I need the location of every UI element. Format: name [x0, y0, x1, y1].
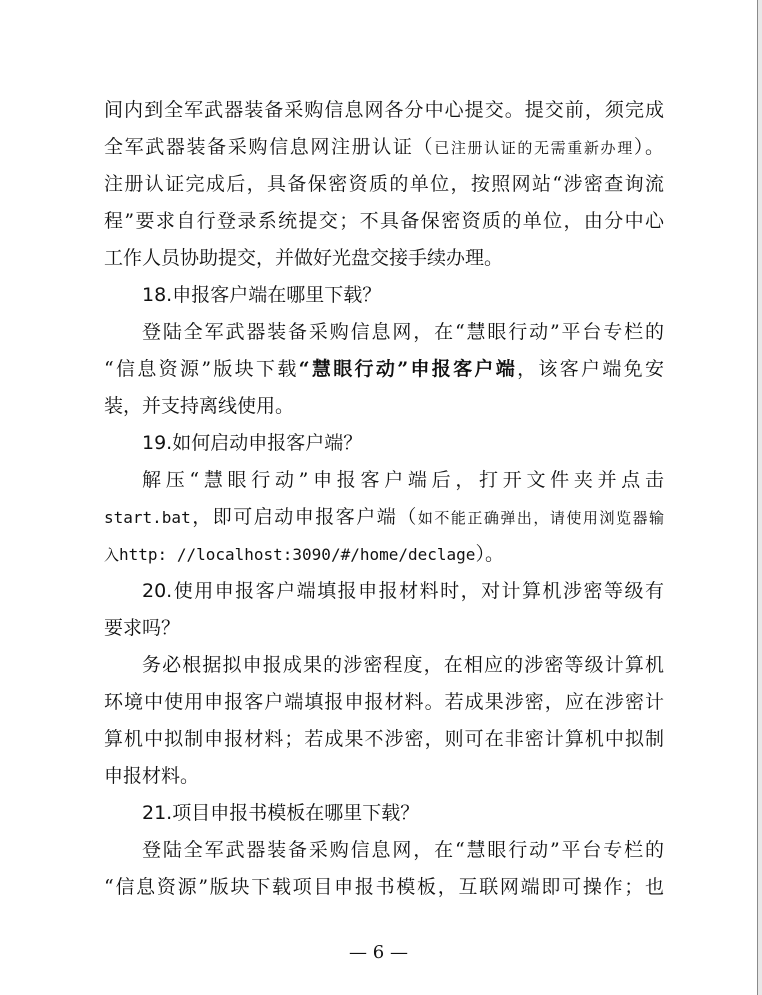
url-text: http: //localhost:3090/#/home/declage	[119, 545, 476, 564]
paragraph-line: 工作人员协助提交，并做好光盘交接手续办理。	[104, 247, 504, 269]
filename-text: start.bat	[104, 508, 191, 527]
paragraph-line: 装，并支持离线使用。	[104, 395, 295, 417]
bold-text: “慧眼行动”申报客户端	[298, 358, 518, 380]
paragraph-line: 解压“慧眼行动”申报客户端后，打开文件夹并点击	[142, 469, 664, 491]
text-span: ，即可启动申报客户端（	[190, 506, 418, 528]
paragraph-line: 登陆全军武器装备采购信息网，在“慧眼行动”平台专栏的	[142, 321, 664, 343]
text-span: ）。	[475, 543, 504, 565]
text-span: “信息资源”版块下载	[104, 358, 299, 380]
text-span: 全军武器装备采购信息网注册认证（	[104, 136, 435, 158]
paragraph-line: 间内到全军武器装备采购信息网各分中心提交。提交前，须完成	[104, 99, 664, 121]
page-number: — 6 —	[349, 942, 408, 963]
paragraph-line	[104, 129, 664, 166]
question-heading-18: 18.申报客户端在哪里下载？	[142, 284, 382, 306]
paragraph-line	[104, 536, 664, 573]
paragraph-line: “信息资源”版块下载项目申报书模板，互联网端即可操作；也	[104, 876, 664, 898]
question-heading-20: 20.使用申报客户端填报申报材料时，对计算机涉密等级有	[142, 580, 664, 602]
page-edge-shadow	[758, 0, 762, 995]
text-span: ，该客户端免安	[517, 358, 664, 380]
document-body	[104, 92, 664, 906]
paragraph-line	[104, 351, 664, 388]
paragraph-line: 登陆全军武器装备采购信息网，在“慧眼行动”平台专栏的	[142, 839, 664, 861]
note-text: 入	[104, 546, 120, 564]
question-heading-20-cont: 要求吗？	[104, 617, 181, 639]
paragraph-line: 算机中拟制申报材料；若成果不涉密，则可在非密计算机中拟制	[104, 728, 664, 750]
note-text: 如不能正确弹出，请使用浏览器输	[417, 509, 664, 527]
paragraph-line: 注册认证完成后，具备保密资质的单位，按照网站“涉密查询流	[104, 173, 664, 195]
note-text: 已注册认证的无需重新办理	[434, 139, 634, 157]
text-span: ）。	[633, 136, 664, 158]
question-heading-21: 21.项目申报书模板在哪里下载？	[142, 802, 420, 824]
paragraph-line: 程”要求自行登录系统提交；不具备保密资质的单位，由分中心	[104, 210, 664, 232]
paragraph-line: 环境中使用申报客户端填报申报材料。若成果涉密，应在涉密计	[104, 691, 664, 713]
paragraph-line	[104, 499, 664, 536]
question-heading-19: 19.如何启动申报客户端？	[142, 432, 363, 454]
paragraph-line: 申报材料。	[104, 765, 200, 787]
paragraph-line: 务必根据拟申报成果的涉密程度，在相应的涉密等级计算机	[142, 654, 664, 676]
